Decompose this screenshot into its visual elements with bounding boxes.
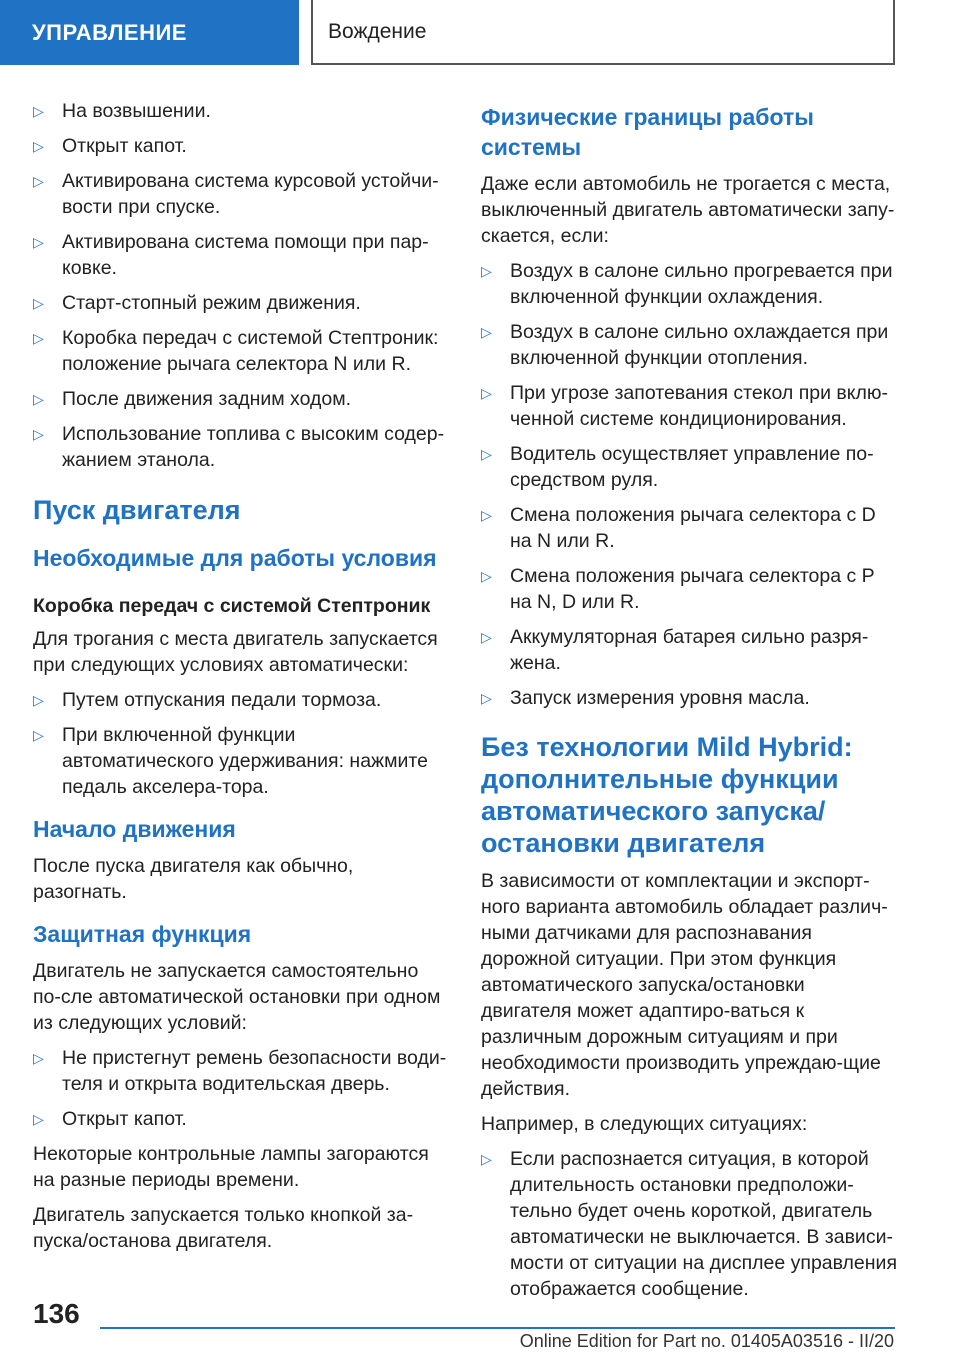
- triangle-marker-icon: ▷: [33, 727, 44, 743]
- list-item-text: Использование топлива с высоким содер-жанием этанола.: [62, 423, 445, 471]
- list-item: [33, 325, 451, 377]
- paragraph: Некоторые контрольные лампы загораются на разные периоды времени.: [33, 1143, 429, 1191]
- paragraph: Например, в следующих ситуациях:: [481, 1113, 808, 1135]
- list-item-text: Запуск измерения уровня масла.: [510, 687, 810, 709]
- list-item: [33, 229, 451, 281]
- triangle-marker-icon: ▷: [33, 103, 44, 119]
- footer-edition-link[interactable]: Online Edition for Part no. 01405A03516 - II/20: [519, 1331, 894, 1351]
- list-item-text: На возвышении.: [62, 100, 211, 122]
- left-column: [33, 98, 451, 1263]
- paragraph: Для трогания с места двигатель запускается при следующих условиях автоматически:: [33, 628, 438, 676]
- list-item-text: Воздух в салоне сильно прогревается при включенной функции охлаждения.: [510, 260, 893, 308]
- triangle-marker-icon: ▷: [33, 1111, 44, 1127]
- bullet-list: [33, 1045, 451, 1132]
- list-item: [33, 421, 451, 473]
- triangle-marker-icon: ▷: [33, 426, 44, 442]
- list-item-text: Активирована система помощи при пар-ковке.: [62, 231, 429, 279]
- subheading-steptronic: Коробка передач с системой Стептроник: [33, 595, 431, 617]
- list-item: [481, 624, 899, 676]
- paragraph: После пуска двигателя как обычно, разогнать.: [33, 855, 354, 903]
- triangle-marker-icon: ▷: [481, 446, 492, 462]
- list-item: [33, 687, 451, 713]
- list-item-text: При включенной функции автоматического удерживания: нажмите педаль акселера-тора.: [62, 724, 428, 798]
- triangle-marker-icon: ▷: [33, 1050, 44, 1066]
- triangle-marker-icon: ▷: [481, 324, 492, 340]
- heading-system-limits: Физические границы работы системы: [481, 104, 814, 160]
- list-item-text: При угрозе запотевания стекол при вклю-ченной системе кондиционирования.: [510, 382, 889, 430]
- bullet-list: [33, 687, 451, 800]
- triangle-marker-icon: ▷: [33, 173, 44, 189]
- triangle-marker-icon: ▷: [481, 629, 492, 645]
- list-item: [481, 563, 899, 615]
- bullet-list: [33, 98, 451, 473]
- triangle-marker-icon: ▷: [33, 330, 44, 346]
- paragraph: Двигатель не запускается самостоятельно по-сле автоматической остановки при одном из следующих условий:: [33, 960, 441, 1034]
- list-item: [481, 319, 899, 371]
- list-item: [33, 386, 451, 412]
- paragraph: В зависимости от комплектации и экспорт-ного варианта автомобиль обладает различ-ными датчиками для распознавания дорожной ситуации. При этом функция автоматического запуска/остановки двигателя может адаптиро-ваться к различным дорожным ситуациям и при необходимости производить упреждаю-щие действия.: [481, 870, 888, 1100]
- list-item: [33, 290, 451, 316]
- bullet-list: [481, 258, 899, 711]
- list-item: [33, 722, 451, 800]
- list-item-text: Старт-стопный режим движения.: [62, 292, 361, 314]
- triangle-marker-icon: ▷: [33, 138, 44, 154]
- heading-mild-hybrid: Без технологии Mild Hybrid: дополнительные функции автоматического запуска/остановки двигателя: [481, 732, 853, 858]
- footer-divider: [100, 1327, 895, 1329]
- list-item-text: Путем отпускания педали тормоза.: [62, 689, 382, 711]
- list-item: [33, 1106, 451, 1132]
- list-item: [481, 441, 899, 493]
- list-item-text: Воздух в салоне сильно охлаждается при включенной функции отопления.: [510, 321, 889, 369]
- triangle-marker-icon: ▷: [481, 1151, 492, 1167]
- heading-moving-off: Начало движения: [33, 816, 236, 842]
- list-item: [33, 168, 451, 220]
- list-item-text: Открыт капот.: [62, 1108, 187, 1130]
- list-item-text: После движения задним ходом.: [62, 388, 352, 410]
- triangle-marker-icon: ▷: [481, 507, 492, 523]
- list-item: [481, 1146, 899, 1302]
- list-item: [33, 1045, 451, 1097]
- list-item-text: Смена положения рычага селектора с D на N или R.: [510, 504, 876, 552]
- paragraph: Даже если автомобиль не трогается с места, выключенный двигатель автоматически запу-скается, если:: [481, 173, 895, 247]
- list-item: [481, 258, 899, 310]
- triangle-marker-icon: ▷: [481, 263, 492, 279]
- section-tab: УПРАВЛЕНИЕ: [0, 0, 299, 65]
- list-item-text: Смена положения рычага селектора с P на N, D или R.: [510, 565, 875, 613]
- paragraph: Двигатель запускается только кнопкой за-пуска/останова двигателя.: [33, 1204, 414, 1252]
- heading-engine-start: Пуск двигателя: [33, 495, 241, 525]
- list-item-text: Активирована система курсовой устойчи-вости при спуске.: [62, 170, 439, 218]
- list-item: [481, 380, 899, 432]
- heading-required-conditions: Необходимые для работы условия: [33, 545, 437, 571]
- heading-protective-function: Защитная функция: [33, 921, 252, 947]
- triangle-marker-icon: ▷: [33, 692, 44, 708]
- list-item: [33, 133, 451, 159]
- list-item: [481, 502, 899, 554]
- list-item-text: Аккумуляторная батарея сильно разря-жена.: [510, 626, 869, 674]
- triangle-marker-icon: ▷: [33, 295, 44, 311]
- list-item-text: Открыт капот.: [62, 135, 187, 157]
- page-number: 136: [33, 1298, 80, 1329]
- list-item: [33, 98, 451, 124]
- list-item-text: Не пристегнут ремень безопасности води-теля и открыта водительская дверь.: [62, 1047, 447, 1095]
- triangle-marker-icon: ▷: [481, 690, 492, 706]
- bullet-list: [481, 1146, 899, 1302]
- list-item-text: Водитель осуществляет управление по-средством руля.: [510, 443, 874, 491]
- triangle-marker-icon: ▷: [33, 234, 44, 250]
- list-item-text: Коробка передач с системой Стептроник: положение рычага селектора N или R.: [62, 327, 439, 375]
- chapter-title: Вождение: [311, 0, 895, 65]
- list-item: [481, 685, 899, 711]
- right-column: [481, 98, 899, 1311]
- list-item-text: Если распознается ситуация, в которой длительность остановки предположи-тельно будет очень короткой, двигатель автоматически не выключается. В зависи-мости от ситуации на дисплее управления отображается сообщение.: [510, 1148, 898, 1300]
- triangle-marker-icon: ▷: [481, 568, 492, 584]
- triangle-marker-icon: ▷: [481, 385, 492, 401]
- triangle-marker-icon: ▷: [33, 391, 44, 407]
